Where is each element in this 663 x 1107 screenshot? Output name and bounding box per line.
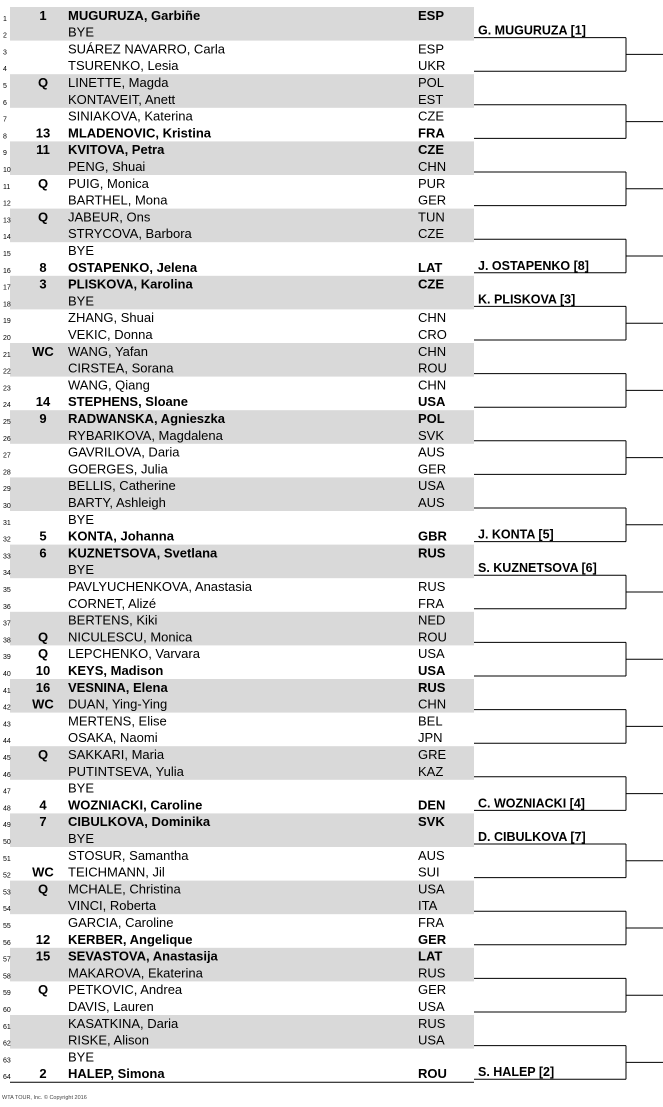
player-name: WANG, Qiang — [68, 377, 150, 393]
seed-label: 8 — [39, 259, 47, 275]
player-name: MUGURUZA, Garbiñe — [68, 7, 201, 23]
seed-label: Q — [37, 209, 49, 225]
player-country: CHN — [418, 377, 447, 393]
second-round-player: S. HALEP [2] — [478, 1065, 555, 1080]
player-name: OSTAPENKO, Jelena — [68, 259, 198, 275]
draw-position: 22 — [3, 368, 11, 376]
seed-label: Q — [37, 175, 49, 191]
player-name: RYBARIKOVA, Magdalena — [68, 427, 223, 443]
draw-position: 38 — [3, 637, 11, 645]
seed-label: 6 — [39, 545, 47, 561]
player-name: KONTAVEIT, Anett — [68, 91, 176, 107]
player-country: GRE — [418, 747, 447, 762]
player-name: LINETTE, Magda — [68, 75, 169, 90]
seed-label: Q — [37, 75, 49, 90]
player-name: BARTY, Ashleigh — [68, 495, 166, 510]
player-name: PETKOVIC, Andrea — [68, 982, 183, 998]
player-country: USA — [418, 663, 446, 678]
player-country: USA — [418, 1032, 445, 1048]
player-name: BYE — [68, 562, 95, 578]
player-country: GER — [418, 931, 447, 947]
draw-position: 56 — [3, 939, 11, 947]
player-name: PAVLYUCHENKOVA, Anastasia — [68, 579, 252, 594]
player-country: SUI — [418, 864, 440, 880]
player-name: KUZNETSOVA, Svetlana — [68, 545, 218, 561]
draw-position: 17 — [3, 284, 11, 292]
seed-label: Q — [37, 747, 49, 762]
draw-position: 62 — [3, 1040, 11, 1048]
player-country: GER — [418, 192, 447, 208]
draw-position: 47 — [3, 788, 11, 796]
seed-label: Q — [37, 982, 49, 998]
player-country: RUS — [418, 545, 446, 561]
player-name: TEICHMANN, Jil — [68, 864, 165, 880]
player-country: DEN — [418, 797, 446, 813]
draw-position: 29 — [3, 486, 11, 494]
draw-position: 39 — [3, 654, 11, 662]
draw-position: 16 — [3, 267, 11, 275]
draw-position: 36 — [3, 603, 11, 611]
player-name: BYE — [68, 511, 95, 527]
draw-position: 11 — [3, 183, 11, 191]
player-name: PUTINTSEVA, Yulia — [68, 763, 184, 779]
player-country: SVK — [418, 427, 445, 443]
player-country: GER — [418, 461, 447, 477]
draw-position: 40 — [3, 671, 11, 678]
player-country: CHN — [418, 159, 447, 174]
draw-position: 58 — [3, 973, 11, 981]
seed-label: 14 — [35, 394, 51, 410]
player-country: USA — [418, 881, 445, 897]
draw-position: 37 — [3, 620, 11, 628]
player-name: GOERGES, Julia — [68, 461, 168, 477]
player-country: UKR — [418, 58, 446, 74]
player-name: BYE — [68, 780, 95, 796]
player-name: STEPHENS, Sloane — [68, 394, 188, 410]
draw-position: 13 — [3, 217, 11, 225]
player-country: EST — [418, 91, 444, 107]
player-name: SAKKARI, Maria — [68, 747, 165, 762]
seed-label: 2 — [39, 1066, 47, 1082]
player-name: RISKE, Alison — [68, 1032, 149, 1048]
seed-label: 5 — [39, 528, 47, 544]
seed-label: 1 — [39, 7, 47, 23]
player-name: PENG, Shuai — [68, 159, 146, 174]
player-country: BEL — [418, 713, 443, 729]
draw-position: 21 — [3, 351, 11, 359]
player-name: VESNINA, Elena — [68, 679, 168, 695]
player-name: MERTENS, Elise — [68, 713, 167, 729]
draw-position: 26 — [3, 435, 11, 443]
player-name: DUAN, Ying-Ying — [68, 696, 168, 712]
player-name: MLADENOVIC, Kristina — [68, 125, 212, 141]
draw-position: 7 — [3, 116, 7, 124]
player-country: CHN — [418, 696, 447, 712]
seed-label: 4 — [39, 797, 47, 813]
second-round-player: G. MUGURUZA [1] — [478, 23, 586, 38]
player-country: AUS — [418, 847, 445, 863]
seed-label: 11 — [36, 142, 50, 158]
player-country: AUS — [418, 495, 445, 510]
draw-position: 4 — [3, 66, 7, 74]
player-name: RADWANSKA, Agnieszka — [68, 411, 225, 426]
player-country: JPN — [418, 730, 443, 746]
player-country: USA — [418, 478, 445, 494]
player-country: ROU — [418, 1066, 447, 1082]
second-round-player: J. KONTA [5] — [478, 527, 554, 542]
player-country: RUS — [418, 579, 446, 594]
player-country: LAT — [418, 259, 443, 275]
player-country: GBR — [418, 528, 447, 544]
player-country: PUR — [418, 175, 446, 191]
second-round-player: J. OSTAPENKO [8] — [478, 258, 589, 273]
player-name: SEVASTOVA, Anastasija — [68, 948, 218, 964]
draw-position: 31 — [3, 519, 11, 527]
player-name: WANG, Yafan — [68, 343, 148, 359]
seed-label: Q — [37, 646, 49, 662]
player-name: VEKIC, Donna — [68, 327, 153, 342]
draw-position: 34 — [3, 570, 11, 578]
draw-position: 33 — [3, 553, 11, 561]
player-country: FRA — [418, 125, 445, 141]
player-country: SVK — [418, 814, 445, 830]
draw-position: 9 — [3, 150, 7, 158]
player-name: DAVIS, Lauren — [68, 999, 154, 1014]
draw-position: 57 — [3, 956, 11, 964]
player-country: CZE — [418, 276, 444, 292]
player-name: KEYS, Madison — [68, 663, 164, 678]
player-name: KERBER, Angelique — [68, 931, 193, 947]
draw-position: 63 — [3, 1057, 11, 1065]
player-country: USA — [418, 999, 445, 1014]
player-country: NED — [418, 612, 446, 628]
player-name: MAKAROVA, Ekaterina — [68, 965, 203, 981]
draw-position: 28 — [3, 469, 11, 477]
draw-position: 50 — [3, 839, 11, 846]
second-round-player: K. PLISKOVA [3] — [478, 292, 576, 307]
player-country: ESP — [418, 41, 445, 57]
draw-position: 54 — [3, 906, 11, 914]
player-name: LEPCHENKO, Varvara — [68, 646, 200, 662]
draw-position: 42 — [3, 704, 11, 712]
player-country: AUS — [418, 444, 445, 460]
draw-position: 52 — [3, 872, 11, 880]
player-country: LAT — [418, 948, 443, 964]
draw-position: 51 — [3, 855, 11, 863]
draw-position: 44 — [3, 738, 11, 746]
draw-position: 41 — [3, 687, 11, 695]
player-country: FRA — [418, 915, 444, 930]
player-name: CIBULKOVA, Dominika — [68, 814, 211, 830]
player-name: GAVRILOVA, Daria — [68, 444, 180, 460]
player-name: NICULESCU, Monica — [68, 629, 193, 645]
player-name: TSURENKO, Lesia — [68, 58, 179, 74]
seed-label: WC — [32, 343, 54, 359]
draw-position: 43 — [3, 721, 11, 729]
draw-position: 19 — [3, 318, 11, 326]
player-name: BERTENS, Kiki — [68, 612, 158, 628]
seed-label: 9 — [39, 411, 47, 426]
player-name: BELLIS, Catherine — [68, 478, 176, 494]
draw-position: 60 — [3, 1007, 11, 1014]
draw-position: 49 — [3, 822, 11, 830]
player-name: OSAKA, Naomi — [68, 730, 158, 746]
draw-position: 20 — [3, 335, 11, 342]
player-name: PLISKOVA, Karolina — [68, 276, 193, 292]
player-country: RUS — [418, 1015, 446, 1031]
player-name: CIRSTEA, Sorana — [68, 360, 174, 376]
copyright-footer: WTA TOUR, Inc. © Copyright 2016 — [2, 1095, 87, 1101]
player-country: FRA — [418, 595, 444, 611]
player-name: BYE — [68, 1049, 95, 1065]
player-country: USA — [418, 646, 445, 662]
draw-position: 59 — [3, 990, 11, 998]
seed-label: 10 — [35, 663, 51, 678]
draw-position: 1 — [3, 15, 7, 23]
seed-label: 3 — [39, 276, 47, 292]
draw-position: 24 — [3, 402, 11, 410]
player-name: BARTHEL, Mona — [68, 192, 168, 208]
seed-label: 15 — [35, 948, 51, 964]
player-name: BYE — [68, 243, 95, 258]
player-name: KVITOVA, Petra — [68, 142, 165, 158]
second-round-player: C. WOZNIACKI [4] — [478, 796, 585, 811]
seed-label: 16 — [35, 679, 51, 695]
draw-position: 53 — [3, 889, 11, 897]
draw-position: 12 — [3, 200, 11, 208]
player-country: CRO — [418, 327, 447, 342]
draw-position: 2 — [3, 32, 7, 40]
player-country: TUN — [418, 209, 445, 225]
player-country: POL — [418, 75, 445, 90]
player-country: POL — [418, 411, 445, 426]
player-name: VINCI, Roberta — [68, 898, 157, 914]
player-country: ROU — [418, 629, 447, 645]
player-name: KONTA, Johanna — [68, 528, 174, 544]
player-country: GER — [418, 982, 447, 998]
player-name: SINIAKOVA, Katerina — [68, 108, 193, 124]
player-country: CZE — [418, 142, 444, 158]
player-country: ESP — [418, 7, 445, 23]
draw-position: 14 — [3, 234, 11, 242]
seed-label: 12 — [35, 931, 51, 947]
player-name: BYE — [68, 24, 95, 40]
draw-position: 46 — [3, 771, 11, 779]
player-country: RUS — [418, 679, 446, 695]
draw-position: 64 — [3, 1074, 11, 1082]
draw-position: 6 — [3, 99, 7, 107]
player-name: KASATKINA, Daria — [68, 1015, 179, 1031]
player-country: RUS — [418, 965, 446, 981]
player-name: ZHANG, Shuai — [68, 310, 154, 326]
seed-label: 13 — [35, 125, 51, 141]
draw-position: 61 — [3, 1023, 11, 1031]
player-name: STRYCOVA, Barbora — [68, 226, 192, 242]
draw-position: 48 — [3, 805, 11, 813]
player-country: ROU — [418, 360, 447, 376]
player-country: CZE — [418, 108, 444, 124]
player-name: BYE — [68, 831, 95, 846]
player-name: BYE — [68, 293, 95, 309]
draw-position: 10 — [3, 167, 11, 174]
seed-label: Q — [37, 629, 49, 645]
player-country: CHN — [418, 310, 447, 326]
player-country: KAZ — [418, 763, 444, 779]
player-country: USA — [418, 394, 446, 410]
player-name: WOZNIACKI, Caroline — [68, 797, 203, 813]
player-name: STOSUR, Samantha — [68, 847, 189, 863]
second-round-player: S. KUZNETSOVA [6] — [478, 561, 597, 576]
draw-position: 35 — [3, 587, 11, 594]
draw-position: 8 — [3, 133, 7, 141]
player-name: HALEP, Simona — [68, 1066, 165, 1082]
draw-position: 25 — [3, 419, 11, 426]
draw-position: 3 — [3, 49, 7, 57]
player-name: JABEUR, Ons — [68, 209, 151, 225]
player-name: SUÁREZ NAVARRO, Carla — [68, 41, 225, 57]
draw-position: 23 — [3, 385, 11, 393]
draw-position: 32 — [3, 536, 11, 544]
player-name: MCHALE, Christina — [68, 881, 181, 897]
seed-label: Q — [37, 881, 49, 897]
player-country: CZE — [418, 226, 444, 242]
player-country: CHN — [418, 343, 447, 359]
player-country: ITA — [418, 898, 438, 914]
seed-label: 7 — [39, 814, 47, 830]
draw-position: 45 — [3, 755, 11, 762]
seed-label: WC — [32, 864, 54, 880]
draw-position: 30 — [3, 503, 11, 510]
player-name: PUIG, Monica — [68, 175, 149, 191]
player-name: GARCIA, Caroline — [68, 915, 174, 930]
seed-label: WC — [32, 696, 54, 712]
second-round-player: D. CIBULKOVA [7] — [478, 830, 586, 844]
draw-position: 55 — [3, 923, 11, 930]
draw-position: 15 — [3, 251, 11, 258]
player-name: CORNET, Alizé — [68, 595, 157, 611]
draw-position: 27 — [3, 452, 11, 460]
draw-position: 18 — [3, 301, 11, 309]
draw-position: 5 — [3, 83, 7, 90]
